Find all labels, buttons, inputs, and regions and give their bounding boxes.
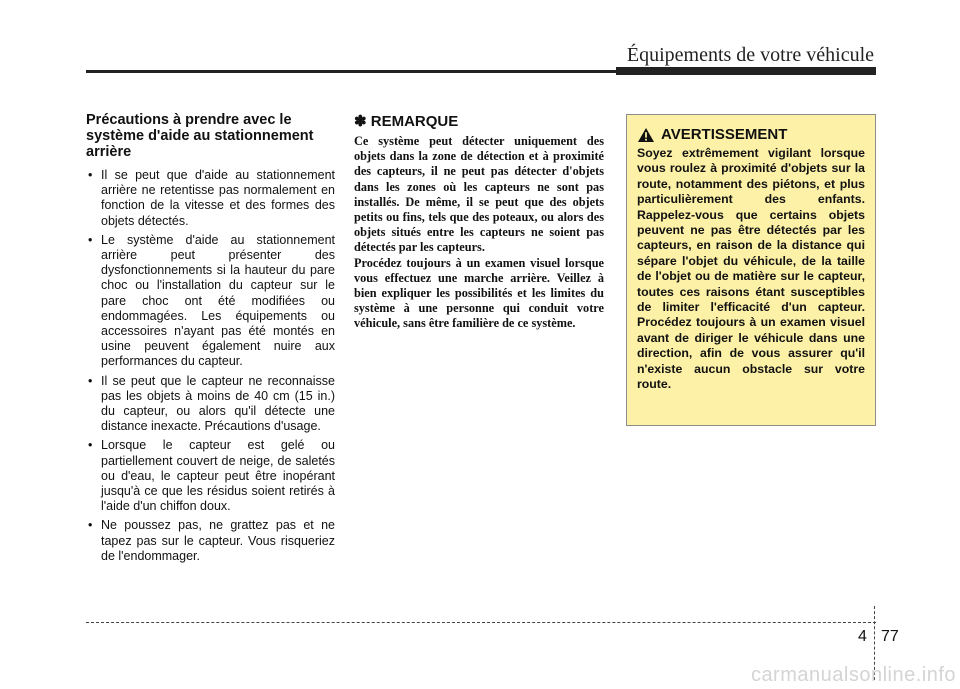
bullet-icon: •: [88, 438, 93, 453]
remarque-paragraph-1: Ce système peut détecter uniquement des objets dans la zone de détection et à proximité des capteurs, il ne peut pas détecter d'objets dans les zones où les capteurs ne sont pas installés. De même, il se peut que des objets petits ou fins, tels que des poteaux, ou alors des objets situés entre les capteurs ne soient pas détectés par les capteurs.: [354, 134, 604, 255]
page-header-title: Équipements de votre véhicule: [626, 44, 874, 66]
remarque-title: ✽ REMARQUE: [354, 113, 459, 130]
header-rule-thick: [616, 67, 876, 75]
warning-body: Soyez extrêmement vigilant lorsque vous roulez à proximité d'objets sur la route, notamment des piétons, et plus particulièrement des enfants. Rappelez-vous que certains objets peuvent ne pas être détectés par les capteurs, en raison de la distance qui sépare l'objet du véhicule, de la taille de l'objet ou de matière sur le capteur, toutes ces raisons étant susceptibles de limiter l'efficacité d'un capteur. Procédez toujours à un examen visuel avant de diriger le véhicule dans une direction, afin de vous assurer qu'il n'existe aucun obstacle sur votre route.: [637, 146, 865, 392]
bullet-icon: •: [88, 518, 93, 533]
warning-box: [626, 114, 876, 426]
list-item-text: Le système d'aide au stationnement arrière peut présenter des dysfonctionnements si la hauteur du pare choc ou l'installation du capteur sur le pare choc ont été modifiées ou endommagées. Les équipements ou accessoires n'ayant pas été montés en usine peuvent également nuire aux performances du capteur.: [101, 232, 335, 369]
list-item: [86, 518, 335, 564]
list-item: [86, 168, 335, 229]
warning-triangle-icon: [637, 127, 655, 143]
warning-header: [637, 126, 865, 143]
list-item: [86, 374, 335, 435]
precautions-section: [86, 112, 335, 568]
chapter-number: 4: [858, 628, 867, 645]
bullet-icon: •: [88, 232, 93, 247]
list-item-text: Ne poussez pas, ne grattez pas et ne tapez pas sur le capteur. Vous risqueriez de l'endommager.: [101, 518, 335, 563]
bullet-icon: •: [88, 168, 93, 182]
precautions-list: [86, 168, 335, 564]
list-item: [86, 233, 335, 370]
list-item-text: Il se peut que d'aide au stationnement arrière ne retentisse pas normalement en fonction de la vitesse et des formes des objets détectés.: [101, 168, 335, 228]
remarque-paragraph-2: Procédez toujours à un examen visuel lorsque vous effectuez une marche arrière. Veillez à bien expliquer les possibilités et les limites du système à une personne qui conduit votre véhicule, sans être familière de ce système.: [354, 255, 604, 331]
list-item-text: Lorsque le capteur est gelé ou partiellement couvert de neige, de saletés ou d'eau, le capteur peut être inopérant jusqu'à ce que les résidus soient retirés à l'aide d'un chiffon doux.: [101, 438, 335, 514]
list-item-text: Il se peut que le capteur ne reconnaisse pas les objets à moins de 40 cm (15 in.) du capteur, ou alors qu'il détecte une distance inexacte. Précautions d'usage.: [101, 373, 335, 434]
remarque-section: [354, 112, 604, 332]
page-number: 77: [881, 628, 899, 645]
bullet-icon: •: [88, 373, 93, 388]
warning-title: AVERTISSEMENT: [661, 126, 788, 143]
header-rule: [86, 70, 616, 73]
list-item: [86, 438, 335, 514]
footer-rule: [86, 622, 876, 623]
watermark: carmanualsonline.info: [750, 664, 956, 686]
section-title: Précautions à prendre avec le système d'aide au stationnement arrière: [86, 112, 314, 160]
